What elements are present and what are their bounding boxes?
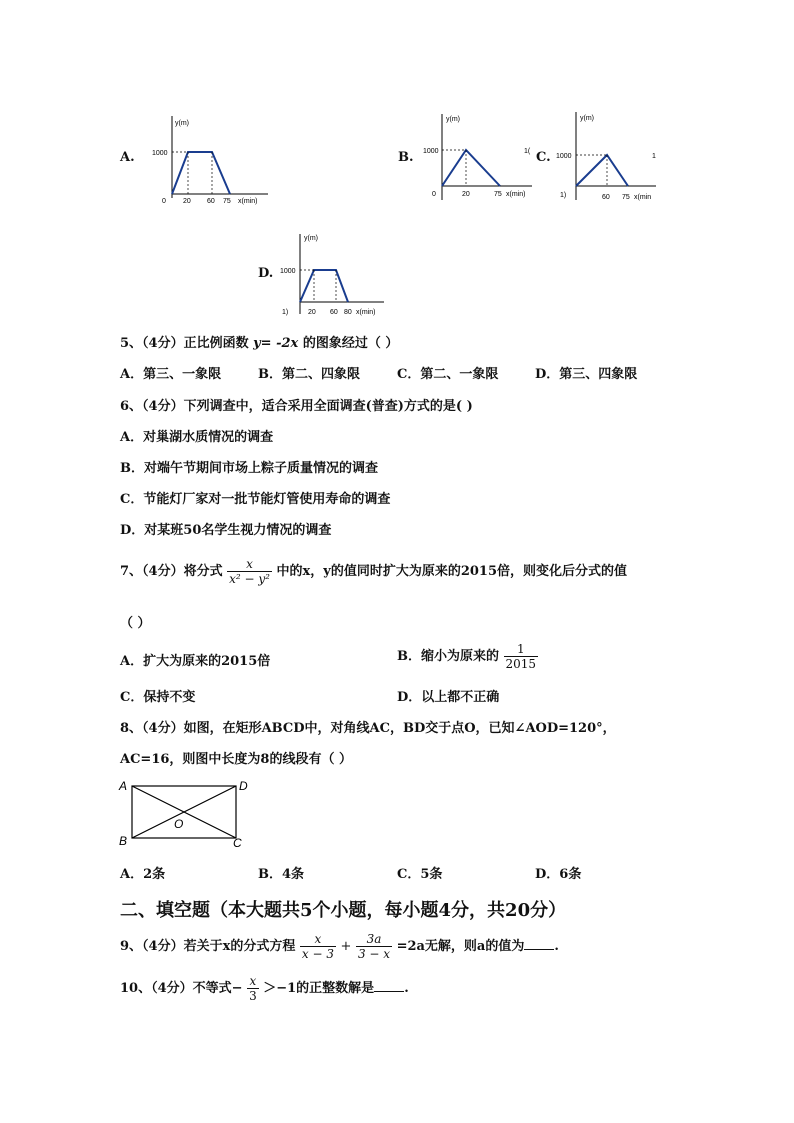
graph-c-origin: 1) bbox=[560, 192, 567, 199]
q7-option-b-fraction bbox=[504, 642, 539, 671]
q10-prefix: 10、（4分）不等式− bbox=[120, 981, 243, 996]
q7-suffix: 中的x，y的值同时扩大为原来的2015倍，则变化后分式的值 bbox=[276, 564, 628, 579]
question-6: 6、（4分）下列调查中，适合采用全面调查(普查)方式的是( ) bbox=[120, 399, 473, 414]
graph-b-x-tick: 20 bbox=[462, 191, 470, 198]
question-8-line1: 8、（4分）如图，在矩形ABCD中，对角线AC，BD交于点O，已知∠AOD=120°， bbox=[120, 721, 616, 736]
q9-fraction-2 bbox=[356, 932, 392, 961]
graph-a-y-axis-label: y(m) bbox=[175, 120, 189, 127]
vertex-b-label: B bbox=[119, 834, 128, 848]
q5-prefix: 5、（4分）正比例函数 bbox=[120, 336, 249, 351]
graph-d-x-tick: 20 bbox=[308, 309, 316, 316]
q9-fraction-2-numerator: 3a bbox=[356, 932, 392, 947]
q7-option-b-numerator: 1 bbox=[504, 642, 539, 657]
option-c-label: C. bbox=[536, 150, 551, 165]
q5-option-b: B．第二、四象限 bbox=[258, 367, 360, 382]
vertex-d-label: D bbox=[239, 779, 248, 793]
graph-d-x-tick: 80 bbox=[344, 309, 352, 316]
graph-c bbox=[552, 108, 664, 208]
q8-option-b: B．4条 bbox=[258, 867, 305, 882]
q9-plus: + bbox=[340, 939, 352, 954]
q7-paren: （ ） bbox=[120, 616, 151, 631]
q7-prefix: 7、（4分）将分式 bbox=[120, 564, 223, 579]
q8-option-a: A．2条 bbox=[120, 867, 166, 882]
q5-suffix: 的图象经过（ ） bbox=[302, 336, 399, 351]
graph-d-y-tick: 1000 bbox=[280, 268, 296, 275]
graph-b-y-axis-label: y(m) bbox=[446, 116, 460, 123]
graph-b bbox=[420, 110, 535, 208]
q7-option-b-denominator: 2015 bbox=[505, 657, 537, 671]
graph-d bbox=[278, 230, 388, 322]
q7-option-c: C．保持不变 bbox=[120, 690, 196, 705]
q7-option-b bbox=[397, 642, 538, 671]
graph-b-x-tick: 75 bbox=[494, 191, 502, 198]
q5-option-c: C．第二、一象限 bbox=[397, 367, 499, 382]
graph-c-x-tick: 75 bbox=[622, 194, 630, 201]
question-9 bbox=[120, 932, 559, 961]
q10-fraction bbox=[247, 974, 259, 1003]
graph-a-origin: 0 bbox=[162, 198, 166, 205]
graph-a bbox=[150, 112, 270, 208]
q10-suffix: ＞−1的正整数解是 bbox=[263, 981, 375, 996]
q9-fraction-1-denominator: x − 3 bbox=[301, 947, 334, 961]
q7-fraction-denominator: x² − y² bbox=[229, 572, 270, 586]
option-b-label: B. bbox=[398, 150, 414, 165]
q7-fraction-numerator: x bbox=[227, 557, 272, 572]
vertex-c-label: C bbox=[233, 836, 242, 850]
graph-c-y-axis-label: y(m) bbox=[580, 115, 594, 122]
q6-option-b: B．对端午节期间市场上粽子质量情况的调查 bbox=[120, 461, 378, 476]
q9-fraction-2-denominator: 3 − x bbox=[357, 947, 391, 961]
graph-c-x-axis-label: x(min bbox=[634, 194, 652, 201]
graph-a-x-tick: 75 bbox=[223, 198, 231, 205]
q9-suffix: =2a无解，则a的值为 bbox=[396, 939, 525, 954]
q5-option-a: A．第三、一象限 bbox=[120, 367, 222, 382]
q5-function: y= -2x bbox=[253, 336, 299, 351]
graph-c-y-tick: 1000 bbox=[556, 153, 572, 160]
rectangle-abcd-figure bbox=[116, 776, 256, 850]
question-7 bbox=[120, 557, 627, 586]
graph-d-x-axis-label: x(min) bbox=[356, 309, 376, 316]
graph-b-y-tick: 1000 bbox=[423, 148, 439, 155]
graph-a-x-tick: 60 bbox=[207, 198, 215, 205]
graph-b-x-axis-label: x(min) bbox=[506, 191, 526, 198]
option-d-label: D. bbox=[258, 266, 274, 281]
graph-a-x-tick: 20 bbox=[183, 198, 191, 205]
q9-end: . bbox=[554, 939, 559, 954]
q10-fraction-denominator: 3 bbox=[249, 989, 257, 1003]
graph-c-x-tick: 60 bbox=[602, 194, 610, 201]
q7-option-b-text: B．缩小为原来的 bbox=[397, 649, 499, 664]
graph-d-origin: 1) bbox=[282, 309, 289, 316]
q9-prefix: 9、（4分）若关于x的分式方程 bbox=[120, 939, 296, 954]
graph-c-edge-fragment: 1 bbox=[652, 153, 656, 160]
q9-fraction-1-numerator: x bbox=[300, 932, 336, 947]
answer-blank[interactable] bbox=[374, 979, 404, 992]
q6-option-d: D．对某班50名学生视力情况的调查 bbox=[120, 523, 332, 538]
graph-b-edge-fragment: 1( bbox=[524, 148, 531, 155]
option-a-label: A. bbox=[120, 150, 135, 165]
graph-b-origin: 0 bbox=[432, 191, 436, 198]
q10-fraction-numerator: x bbox=[247, 974, 259, 989]
q6-option-c: C．节能灯厂家对一批节能灯管使用寿命的调查 bbox=[120, 492, 391, 507]
graph-a-y-tick: 1000 bbox=[152, 150, 168, 157]
vertex-a-label: A bbox=[119, 779, 128, 793]
center-o-label: O bbox=[174, 817, 184, 831]
graph-d-x-tick: 60 bbox=[330, 309, 338, 316]
answer-blank[interactable] bbox=[524, 937, 554, 950]
q9-fraction-1 bbox=[300, 932, 336, 961]
q8-option-d: D．6条 bbox=[535, 867, 582, 882]
q7-option-d: D．以上都不正确 bbox=[397, 690, 500, 705]
q7-fraction bbox=[227, 557, 272, 586]
graph-a-x-axis-label: x(min) bbox=[238, 198, 258, 205]
q8-option-c: C．5条 bbox=[397, 867, 443, 882]
question-5 bbox=[120, 332, 398, 351]
q5-option-d: D．第三、四象限 bbox=[535, 367, 638, 382]
question-8-line2: AC=16，则图中长度为8的线段有（ ） bbox=[120, 752, 352, 767]
section-heading: 二、填空题（本大题共5个小题，每小题4分，共20分） bbox=[120, 900, 567, 921]
question-10 bbox=[120, 974, 409, 1003]
q10-end: . bbox=[404, 981, 409, 996]
graph-d-y-axis-label: y(m) bbox=[304, 235, 318, 242]
q7-option-a: A．扩大为原来的2015倍 bbox=[120, 654, 271, 669]
q6-option-a: A．对巢湖水质情况的调查 bbox=[120, 430, 274, 445]
